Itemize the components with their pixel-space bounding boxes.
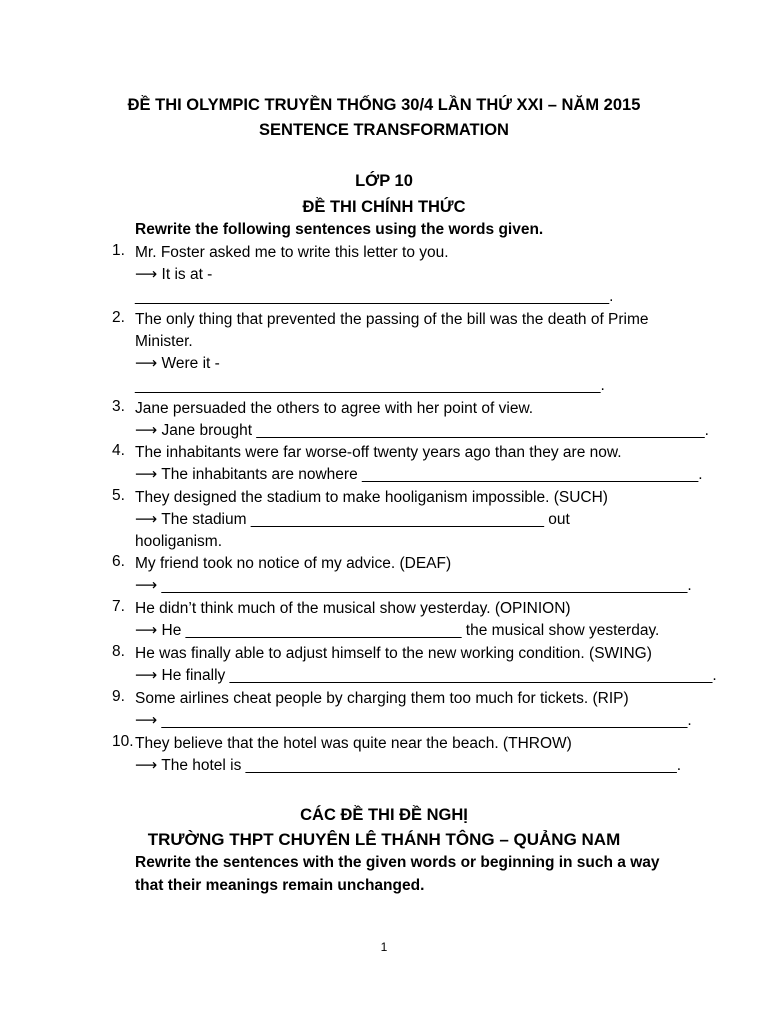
section-instruction-line2: that their meanings remain unchanged. (135, 877, 425, 894)
item-sentence: Jane persuaded the others to agree with her point of view. (135, 400, 534, 417)
exam-title: ĐỀ THI OLYMPIC TRUYỀN THỐNG 30/4 LẦN THỨ XXI – NĂM 2015 (127, 96, 641, 114)
page-number: 1 (380, 940, 388, 954)
item-number: 6. (112, 553, 125, 570)
item-sentence: He was finally able to adjust himself to the new working condition. (SWING) (135, 645, 652, 662)
instruction-text: Rewrite the following sentences using the words given. (135, 221, 544, 238)
item-sentence: Some airlines cheat people by charging them too much for tickets. (RIP) (135, 690, 629, 707)
item-answer-line: ⟶ Jane brought ____________________________________________________. (135, 422, 709, 439)
item-number: 8. (112, 643, 125, 660)
item-number: 10. (112, 733, 134, 750)
item-answer-line: ⟶ _____________________________________________________________. (135, 577, 692, 594)
school-heading: TRƯỜNG THPT CHUYÊN LÊ THÁNH TÔNG – QUẢNG NAM (147, 830, 621, 849)
item-answer-line: ⟶ The stadium __________________________________ out (135, 511, 570, 528)
item-sentence: The inhabitants were far worse-off twenty years ago than they are now. (135, 444, 622, 461)
item-answer-line: ⟶ He ________________________________ the musical show yesterday. (135, 622, 660, 639)
section-heading: CÁC ĐỀ THI ĐỀ NGHỊ (300, 806, 468, 824)
item-sentence: They designed the stadium to make hooliganism impossible. (SUCH) (135, 489, 608, 506)
item-answer-line: ⟶ He finally ________________________________________________________. (135, 667, 717, 684)
item-answer-line: ⟶ The inhabitants are nowhere _______________________________________. (135, 466, 703, 483)
item-answer-prompt: ⟶ It is at - (135, 266, 213, 283)
item-answer-blank: _______________________________________________________. (135, 288, 614, 305)
item-number: 2. (112, 309, 125, 326)
item-sentence: The only thing that prevented the passing of the bill was the death of Prime (135, 311, 649, 328)
item-sentence-cont: Minister. (135, 333, 193, 350)
item-number: 7. (112, 598, 125, 615)
item-answer-blank: ______________________________________________________. (135, 377, 605, 394)
item-sentence: My friend took no notice of my advice. (DEAF) (135, 555, 452, 572)
section-instruction-line1: Rewrite the sentences with the given words or beginning in such a way (135, 854, 660, 871)
item-number: 1. (112, 242, 125, 259)
item-answer-line: ⟶ The hotel is __________________________________________________. (135, 757, 682, 774)
item-number: 4. (112, 442, 125, 459)
official-heading: ĐỀ THI CHÍNH THỨC (302, 198, 466, 216)
item-answer-line: ⟶ _____________________________________________________________. (135, 712, 692, 729)
item-answer-cont: hooliganism. (135, 533, 223, 550)
item-number: 5. (112, 487, 125, 504)
exam-subtitle: SENTENCE TRANSFORMATION (259, 121, 509, 139)
item-answer-prompt: ⟶ Were it - (135, 355, 220, 372)
item-number: 9. (112, 688, 125, 705)
item-sentence: He didn’t think much of the musical show yesterday. (OPINION) (135, 600, 571, 617)
item-sentence: Mr. Foster asked me to write this letter to you. (135, 244, 449, 261)
item-sentence: They believe that the hotel was quite near the beach. (THROW) (135, 735, 572, 752)
item-number: 3. (112, 398, 125, 415)
grade-heading: LỚP 10 (355, 172, 413, 190)
